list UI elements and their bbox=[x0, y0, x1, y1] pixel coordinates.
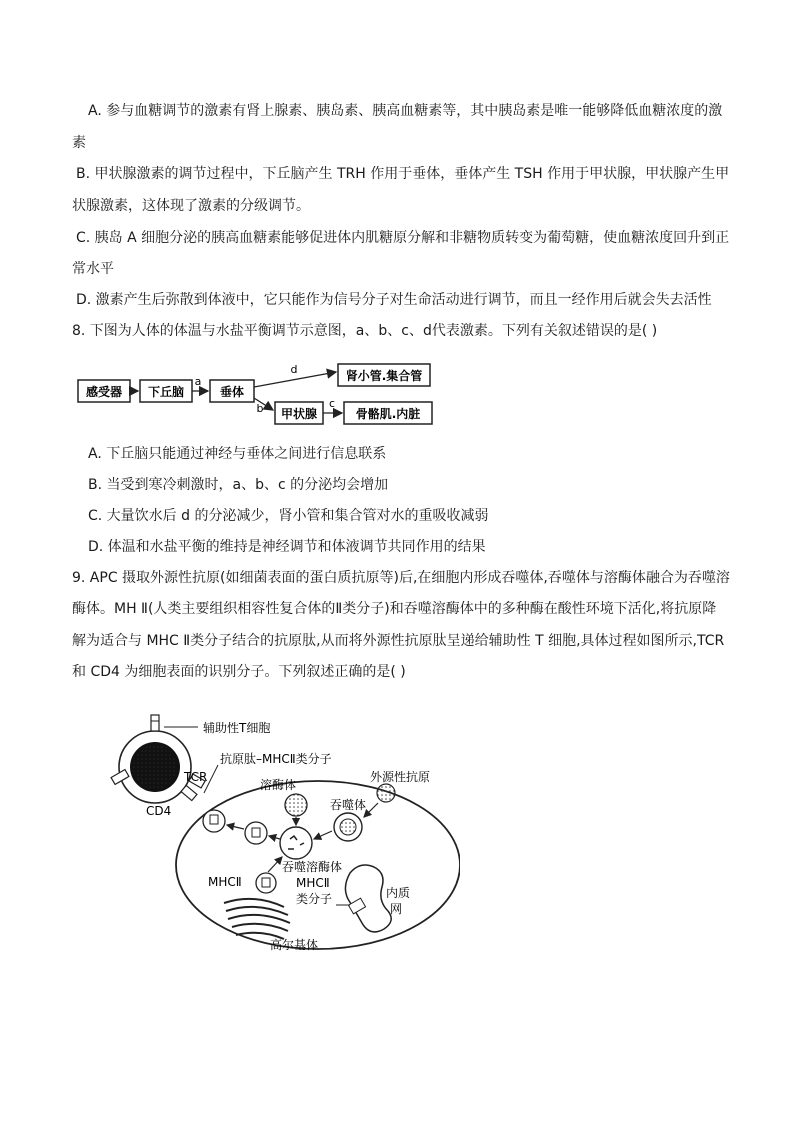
box-thyroid bbox=[275, 402, 323, 424]
q7-option-a-line1: A. 参与血糖调节的激素有肾上腺素、胰岛素、胰高血糖素等，其中胰岛素是唯一能够降低血糖浓度的激 bbox=[88, 103, 723, 119]
label-lysosome: 溶酶体 bbox=[260, 778, 297, 792]
helper-t-cell bbox=[111, 715, 208, 803]
q7-option-c-line1: C. 胰岛 A 细胞分泌的胰高血糖素能够促进体内肌糖原分解和非糖物质转变为葡萄糖，使血糖浓度回升到正 bbox=[76, 230, 730, 246]
label-cd4: CD4 bbox=[146, 804, 172, 818]
label-a: a bbox=[194, 375, 202, 388]
label-mhc2-class-line1: MHCⅡ bbox=[296, 876, 330, 890]
q8-stem: 8. 下图为人体的体温与水盐平衡调节示意图，a、b、c、d代表激素。下列有关叙述错误的是( ) bbox=[72, 323, 658, 339]
q9-stem-line4: 和 CD4 为细胞表面的识别分子。下列叙述正确的是( ) bbox=[72, 664, 406, 680]
label-phagosome: 吞噬体 bbox=[330, 798, 367, 812]
q7-option-a-line2: 素 bbox=[72, 135, 86, 151]
label-exogenous-antigen: 外源性抗原 bbox=[370, 770, 431, 784]
q7-option-c-line2: 常水平 bbox=[72, 261, 114, 277]
q7-option-d: D. 激素产生后弥散到体液中，它只能作为信号分子对生命活动进行调节，而且一经作用后就会失去活性 bbox=[76, 292, 712, 308]
label-d: d bbox=[290, 363, 298, 376]
label-er-line1: 内质 bbox=[386, 886, 411, 900]
label-mhc2: MHCⅡ bbox=[208, 875, 242, 889]
label-phagolysosome: 吞噬溶酶体 bbox=[282, 860, 343, 874]
box-muscle-organs-label: 骨骼肌.内脏 bbox=[355, 407, 421, 421]
q8-option-b: B. 当受到寒冷刺激时，a、b、c 的分泌均会增加 bbox=[88, 477, 389, 493]
q7-option-b-line1: B. 甲状腺激素的调节过程中，下丘脑产生 TRH 作用于垂体，垂体产生 TSH 作用于甲状腺，甲状腺产生甲 bbox=[76, 166, 730, 182]
surface-vesicle bbox=[203, 810, 225, 832]
label-golgi: 高尔基体 bbox=[270, 938, 319, 952]
box-pituitary-label: 垂体 bbox=[219, 385, 245, 399]
q9-stem-line2: 酶体。MH Ⅱ(人类主要组织相容性复合体的Ⅱ类分子)和吞噬溶酶体中的多种酶在酸性环境下活化,将抗原降 bbox=[72, 601, 717, 617]
box-pituitary bbox=[210, 380, 254, 402]
q8-option-d: D. 体温和水盐平衡的维持是神经调节和体液调节共同作用的结果 bbox=[88, 539, 486, 555]
phagolysosome bbox=[280, 827, 312, 859]
mhc2-vesicle bbox=[256, 873, 276, 893]
q8-regulation-diagram bbox=[74, 354, 454, 434]
box-kidney-tubule-label: 肾小管.集合管 bbox=[345, 369, 423, 383]
label-tcr: TCR bbox=[184, 770, 208, 784]
lysosome bbox=[285, 794, 307, 816]
box-muscle-organs bbox=[344, 402, 432, 424]
exogenous-antigen bbox=[377, 784, 395, 802]
q8-option-a: A. 下丘脑只能通过神经与垂体之间进行信息联系 bbox=[88, 446, 387, 462]
box-hypothalamus-label: 下丘脑 bbox=[147, 385, 185, 399]
q8-option-c: C. 大量饮水后 d 的分泌减少，肾小管和集合管对水的重吸收减弱 bbox=[88, 508, 489, 524]
box-receptor bbox=[78, 380, 130, 402]
label-mhc2-class-line2: 类分子 bbox=[296, 892, 333, 906]
box-thyroid-label: 甲状腺 bbox=[280, 407, 318, 421]
box-receptor-label: 感受器 bbox=[85, 385, 123, 399]
label-er-line2: 网 bbox=[390, 902, 403, 916]
loading-vesicle bbox=[245, 822, 267, 844]
q7-option-b-line2: 状腺激素，这体现了激素的分级调节。 bbox=[72, 198, 310, 214]
label-helper-t-cell: 辅助性T细胞 bbox=[203, 721, 271, 735]
box-kidney-tubule bbox=[338, 364, 430, 386]
phagosome bbox=[334, 813, 362, 841]
box-hypothalamus bbox=[140, 380, 192, 402]
q9-antigen-presentation-figure bbox=[100, 705, 460, 955]
label-b: b bbox=[256, 402, 264, 415]
q9-stem-line1: 9. APC 摄取外源性抗原(如细菌表面的蛋白质抗原等)后,在细胞内形成吞噬体,吞噬体与溶酶体融合为吞噬溶 bbox=[72, 570, 730, 586]
q9-stem-line3: 解为适合与 MHC Ⅱ类分子结合的抗原肽,从而将外源性抗原肽呈递给辅助性 T 细胞,具体过程如图所示,TCR bbox=[72, 633, 725, 649]
label-peptide-mhc: 抗原肽–MHCⅡ类分子 bbox=[220, 752, 332, 766]
label-c: c bbox=[328, 397, 336, 410]
